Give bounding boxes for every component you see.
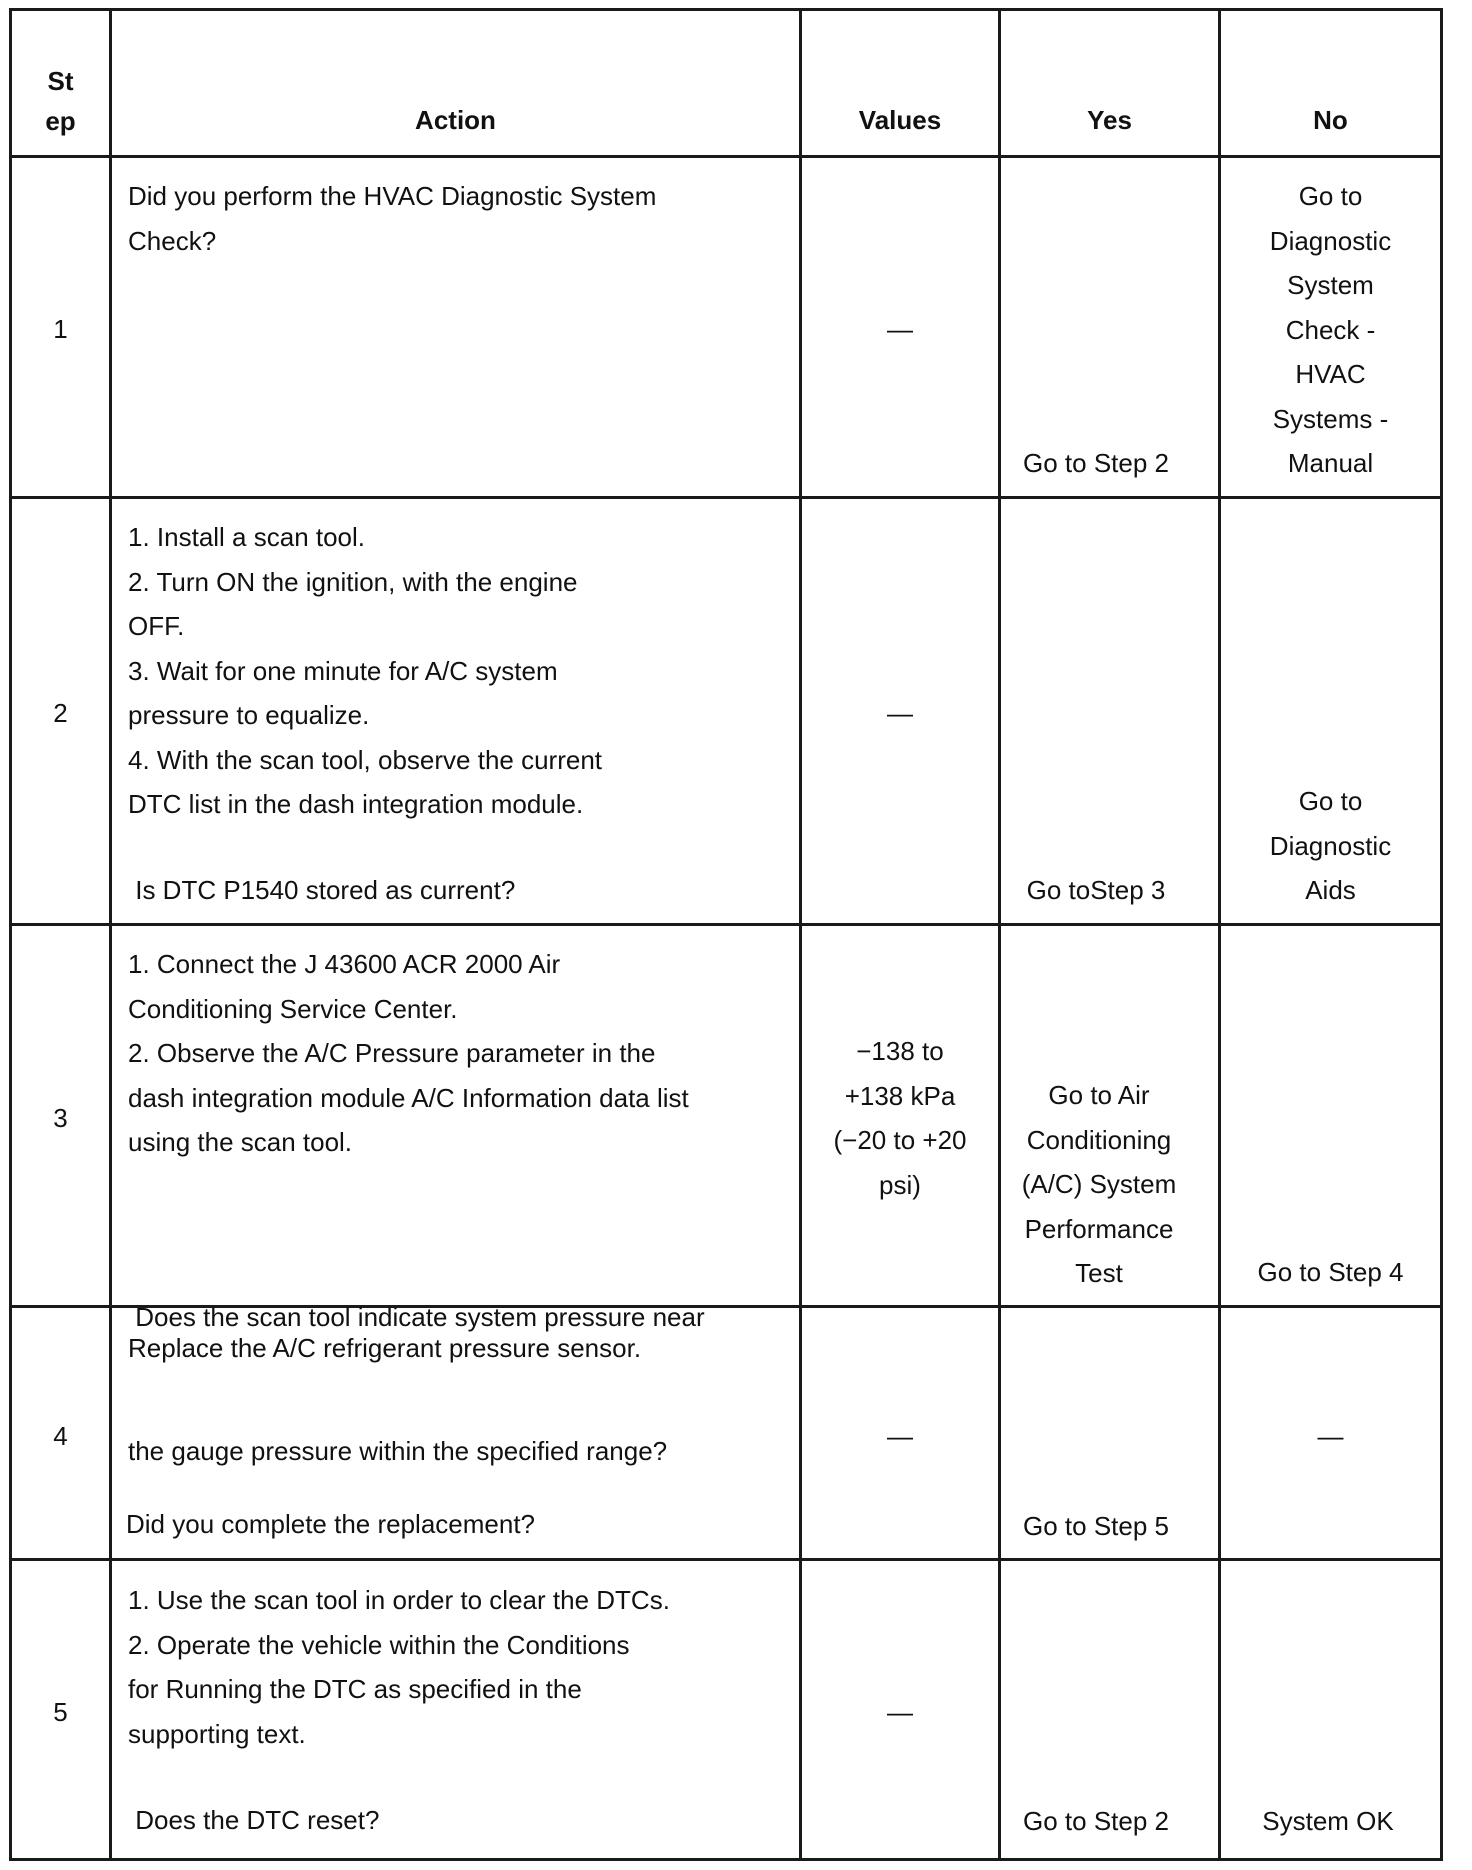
values-cell: — <box>887 1697 913 1727</box>
grid-line <box>9 496 1443 499</box>
yes-link[interactable]: Go to Step 2 <box>1023 448 1169 478</box>
step-number: 3 <box>53 1103 68 1133</box>
no-cell: — <box>1317 1421 1344 1451</box>
values-cell: — <box>887 1421 913 1451</box>
action-text: 1. Connect the J 43600 ACR 2000 Air Conditioning Service Center. 2. Observe the A/C Pressure parameter in the dash integration module A/C Information data list using the scan tool. <box>128 949 689 1157</box>
grid-line <box>998 9 1001 1861</box>
values-cell: −138 to +138 kPa (−20 to +20 psi) <box>833 1036 967 1200</box>
yes-link[interactable]: Go toStep 3 <box>1026 875 1166 905</box>
question-text: Does the DTC reset? <box>128 1805 380 1835</box>
question-text: Does the scan tool indicate system pressure near the gauge pressure within the specified range? <box>128 1302 705 1466</box>
no-result: System OK <box>1262 1806 1394 1836</box>
step-number: 4 <box>53 1421 68 1451</box>
header-values: Values <box>858 105 942 135</box>
no-link[interactable]: Go to Step 4 <box>1257 1257 1404 1287</box>
grid-line <box>9 9 12 1861</box>
grid-line <box>109 9 112 1861</box>
yes-link[interactable]: Go to Step 5 <box>1023 1511 1169 1541</box>
values-cell: — <box>887 314 913 344</box>
yes-link[interactable]: Go to Step 2 <box>1023 1806 1169 1836</box>
grid-line <box>9 923 1443 926</box>
grid-line <box>799 9 802 1861</box>
header-no: No <box>1313 105 1348 135</box>
action-text: Replace the A/C refrigerant pressure sensor. <box>128 1333 642 1363</box>
question-text: Is DTC P1540 stored as current? <box>128 875 516 905</box>
values-cell: — <box>887 698 913 728</box>
grid-line <box>1440 9 1443 1861</box>
grid-line <box>9 8 1443 11</box>
action-text: Did you perform the HVAC Diagnostic System Check? <box>128 181 657 256</box>
action-text: 1. Install a scan tool. 2. Turn ON the ignition, with the engine OFF. 3. Wait for one minute for A/C system pressure to equalize. 4. With the scan tool, observe the current DTC list in the dash integration module. <box>128 522 603 819</box>
header-yes: Yes <box>1087 105 1132 135</box>
no-link[interactable]: Go to Diagnostic System Check - HVAC Systems - Manual <box>1269 181 1392 478</box>
action-text: 1. Use the scan tool in order to clear the DTCs. 2. Operate the vehicle within the Conditions for Running the DTC as specified in the supporting text. <box>128 1585 670 1749</box>
header-action: Action <box>415 105 496 135</box>
question-text: Did you complete the replacement? <box>126 1509 536 1539</box>
step-number: 5 <box>53 1697 68 1727</box>
step-number: 1 <box>53 314 68 344</box>
no-link[interactable]: Go to Diagnostic Aids <box>1269 786 1392 905</box>
grid-line <box>9 1858 1443 1861</box>
yes-link[interactable]: Go to Air Conditioning (A/C) System Performance Test <box>1021 1080 1177 1288</box>
step-number: 2 <box>53 698 68 728</box>
grid-line <box>9 155 1443 158</box>
header-step: St ep <box>45 66 76 136</box>
